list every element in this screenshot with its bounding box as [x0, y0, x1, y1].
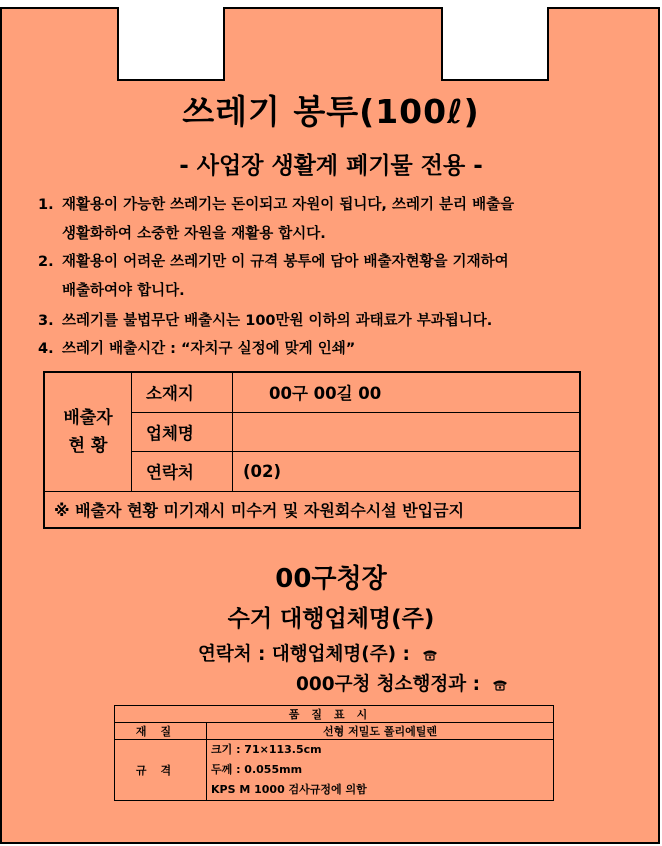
material-value: 선형 저밀도 폴리에틸렌: [207, 723, 554, 740]
rule-4: 4. 쓰레기 배출시간 : “자치구 실정에 맞게 인쇄”: [38, 341, 356, 357]
rule-2-line-1: 2. 재활용이 어려운 쓰레기만 이 규격 봉투에 담아 배출자현황을 기재하여: [38, 254, 509, 270]
telephone-icon: [492, 679, 508, 691]
rule-3: 3. 쓰레기를 불법무단 배출시는 100만원 이하의 과태료가 부과됩니다.: [38, 313, 493, 329]
bag-title: 쓰레기 봉투(100ℓ): [182, 92, 480, 131]
spec-values: [207, 740, 554, 801]
quality-header: 품질표시: [115, 706, 554, 723]
discharger-notice: ※ 배출자 현황 미기재시 미수거 및 자원회수시설 반입금지: [44, 491, 580, 528]
discharger-row-header: 배출자 현 황: [44, 372, 132, 491]
discharger-table: [43, 371, 581, 529]
rule-2-line-2: 배출하여야 합니다.: [62, 283, 185, 299]
contact-line-2: 000구청 청소행정과 :: [296, 670, 508, 696]
rule-1-line-1: 1. 재활용이 가능한 쓰레기는 돈이되고 자원이 됩니다, 쓰레기 분리 배출을: [38, 197, 515, 213]
location-label: 소재지: [132, 372, 233, 412]
bag-subtitle: - 사업장 생활계 폐기물 전용 -: [179, 153, 483, 179]
agency-name: 수거 대행업체명(주): [227, 606, 435, 632]
spec-thickness: 두께 : 0.055mm: [211, 763, 303, 776]
location-value: 00구 00길 00: [233, 372, 581, 412]
spec-size: 크기 : 71×113.5cm: [211, 743, 322, 756]
spec-standard: KPS M 1000 검사규정에 의함: [211, 783, 367, 796]
rule-1-line-2: 생활화하여 소중한 자원을 재활용 합시다.: [62, 226, 326, 242]
spec-label: 규격: [115, 740, 207, 801]
telephone-icon: [422, 649, 438, 661]
company-value: [233, 412, 581, 451]
material-label: 재질: [115, 723, 207, 740]
contact-label: 연락처: [132, 451, 233, 491]
contact-line-1: 연락처 : 대행업체명(주) :: [198, 640, 438, 666]
quality-label-table: [114, 705, 554, 801]
company-label: 업체명: [132, 412, 233, 451]
issuer-name: 00구청장: [275, 564, 387, 594]
contact-value: (02): [233, 451, 581, 491]
